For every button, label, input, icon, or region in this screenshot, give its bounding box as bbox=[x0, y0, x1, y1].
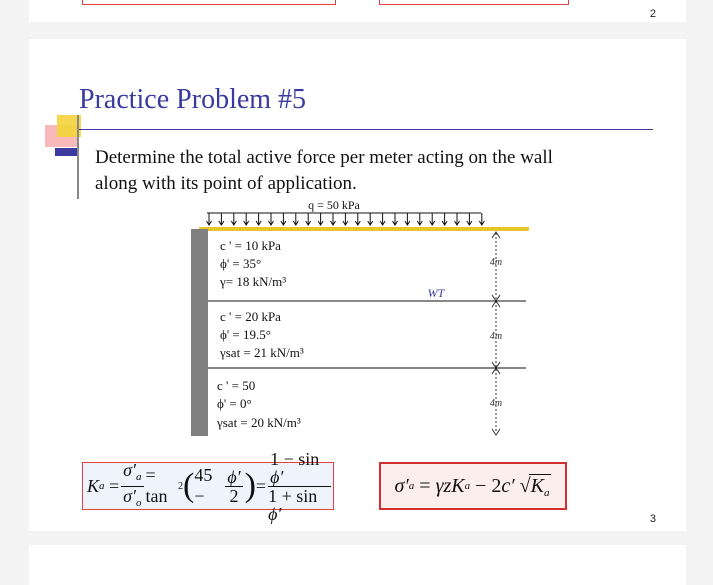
layer1-thickness: 4m bbox=[489, 257, 503, 268]
retaining-wall-diagram bbox=[29, 39, 686, 459]
surcharge-arrow bbox=[293, 213, 298, 225]
surcharge-arrow bbox=[281, 213, 286, 225]
layer3-thickness: 4m bbox=[489, 398, 503, 409]
surcharge-arrow bbox=[355, 213, 360, 225]
prev-equation-box-2 bbox=[379, 0, 569, 5]
previous-slide[interactable] bbox=[29, 0, 686, 22]
surcharge-arrow bbox=[417, 213, 422, 225]
surcharge-arrow bbox=[380, 213, 385, 225]
question-line-2: along with its point of application. bbox=[95, 173, 357, 194]
prev-page-number: 2 bbox=[649, 8, 656, 20]
surcharge-arrow bbox=[269, 213, 274, 225]
ground-surface-line bbox=[199, 227, 529, 231]
layer1-unit-weight: γ= 18 kN/m³ bbox=[220, 274, 287, 289]
surcharge-arrow bbox=[231, 213, 236, 225]
surcharge-arrow bbox=[479, 213, 484, 225]
layer1-cohesion: c ' = 10 kPa bbox=[220, 238, 281, 253]
surcharge-arrow bbox=[393, 213, 398, 225]
retaining-wall bbox=[191, 229, 208, 436]
current-slide[interactable] bbox=[29, 39, 686, 531]
layer1-friction-angle: ϕ' = 35° bbox=[220, 256, 262, 271]
layer3-friction-angle: ϕ' = 0° bbox=[217, 396, 252, 411]
water-table-label: WT bbox=[427, 286, 445, 300]
surcharge-arrows bbox=[207, 213, 485, 225]
layer3-unit-weight: γsat = 20 kN/m³ bbox=[217, 415, 301, 430]
layer2-unit-weight: γsat = 21 kN/m³ bbox=[220, 345, 304, 360]
surcharge-arrow bbox=[442, 213, 447, 225]
slide-title: Practice Problem #5 bbox=[79, 84, 307, 115]
prev-equation-box bbox=[82, 0, 336, 5]
page-number: 3 bbox=[649, 513, 656, 525]
surcharge-arrow bbox=[244, 213, 249, 225]
active-stress-equation-box: σ′ a = γzK a − 2 c′ √ $K_a$ bbox=[379, 462, 567, 510]
surcharge-arrow bbox=[343, 213, 348, 225]
layer3-cohesion: c ' = 50 bbox=[217, 378, 256, 393]
surcharge-arrow bbox=[368, 213, 373, 225]
surcharge-arrow bbox=[318, 213, 323, 225]
surcharge-arrow bbox=[467, 213, 472, 225]
surcharge-arrow bbox=[219, 213, 224, 225]
next-slide[interactable] bbox=[29, 545, 686, 585]
layer2-cohesion: c ' = 20 kPa bbox=[220, 309, 281, 324]
surcharge-arrow bbox=[207, 213, 212, 225]
surcharge-arrow bbox=[455, 213, 460, 225]
surcharge-arrow bbox=[430, 213, 435, 225]
surcharge-arrow bbox=[306, 213, 311, 225]
layer2-friction-angle: ϕ' = 19.5° bbox=[220, 327, 271, 342]
layer2-thickness: 4m bbox=[489, 331, 503, 342]
question-line-1: Determine the total active force per meter acting on the wall bbox=[95, 147, 553, 168]
surcharge-label: q = 50 kPa bbox=[308, 198, 360, 212]
surcharge-arrow bbox=[331, 213, 336, 225]
ka-equation-box: K a = $\frac{\sigma'_a}{\sigma'_o}$ = tan 2 ( 45 − $\frac{\phi'}{2}$ ) = $\frac{\text{1 − sin ϕ′}}{\text{1 + sin ϕ′}}$ bbox=[82, 462, 334, 510]
surcharge-arrow bbox=[256, 213, 261, 225]
surcharge-arrow bbox=[405, 213, 410, 225]
